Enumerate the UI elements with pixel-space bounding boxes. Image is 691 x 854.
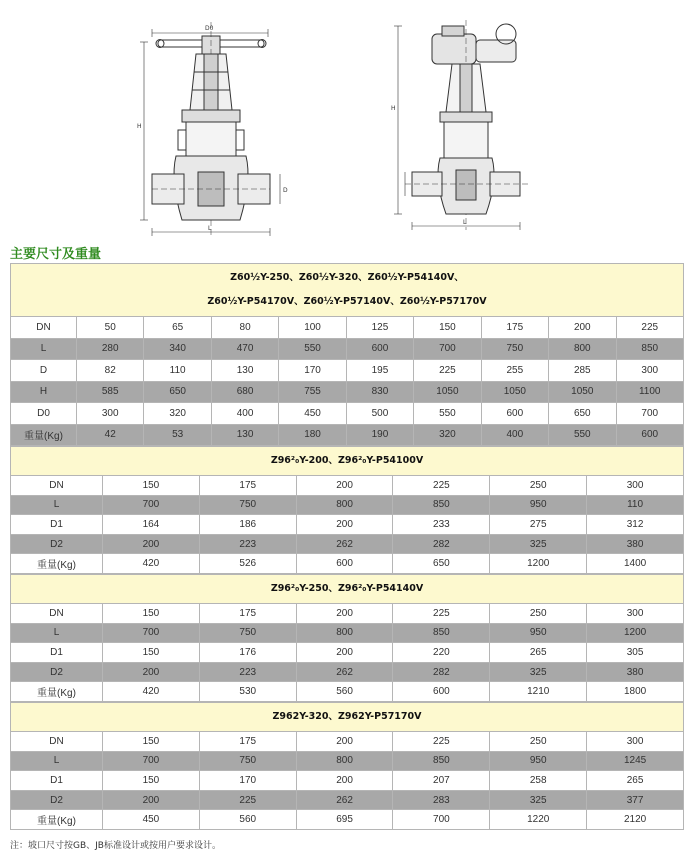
table-cell: 285 [549, 360, 616, 382]
table-cell: 175 [199, 731, 296, 751]
row-label: L [11, 338, 77, 360]
model-header-line: Z962Y-320、Z962Y-P57170V [272, 710, 422, 722]
table-cell: 950 [490, 751, 587, 771]
table-cell: 550 [414, 403, 481, 425]
table-header-row [11, 264, 684, 317]
table-cell: 53 [144, 424, 211, 446]
table-cell: 255 [481, 360, 548, 382]
table-cell: 223 [199, 534, 296, 554]
row-label: L [11, 495, 103, 515]
table-cell: 200 [549, 317, 616, 339]
handwheel-gate-valve-drawing [140, 22, 280, 236]
dim-label-d0: D0 [205, 25, 214, 32]
table-cell: 650 [549, 403, 616, 425]
table-cell: 200 [296, 643, 393, 663]
table-cell: 1050 [481, 381, 548, 403]
table-cell: 150 [103, 731, 200, 751]
table-cell: 110 [144, 360, 211, 382]
row-label: D [11, 360, 77, 382]
table-cell: 400 [481, 424, 548, 446]
table-cell: 600 [481, 403, 548, 425]
table-cell: 950 [490, 623, 587, 643]
table-cell: 300 [616, 360, 683, 382]
spec-table-3 [10, 574, 684, 702]
table-cell: 1050 [414, 381, 481, 403]
table-cell: 470 [211, 338, 278, 360]
table-row [11, 623, 684, 643]
table-cell: 250 [490, 603, 587, 623]
dim-label-l-right: L [463, 219, 467, 226]
spec-tables [10, 263, 683, 830]
table-cell: 225 [393, 731, 490, 751]
table-header-row [11, 447, 684, 476]
table-cell: 80 [211, 317, 278, 339]
table-cell: 377 [587, 790, 684, 810]
table-cell: 1220 [490, 810, 587, 830]
table-cell: 700 [616, 403, 683, 425]
table-cell: 1200 [587, 623, 684, 643]
table-cell: 530 [199, 682, 296, 702]
table-cell: 180 [279, 424, 346, 446]
table-cell: 420 [103, 682, 200, 702]
table-cell: 265 [490, 643, 587, 663]
table-row [11, 317, 684, 339]
table-cell: 800 [549, 338, 616, 360]
table-cell: 700 [103, 751, 200, 771]
model-header-line: Z60½Y-250、Z60½Y-320、Z60½Y-P54140V、 [230, 272, 464, 283]
table-cell: 82 [77, 360, 144, 382]
table-cell: 600 [296, 554, 393, 574]
table-cell: 550 [549, 424, 616, 446]
table-cell: 200 [103, 534, 200, 554]
table-cell: 125 [346, 317, 413, 339]
model-header [11, 574, 684, 603]
table-cell: 250 [490, 731, 587, 751]
row-label: D1 [11, 515, 103, 535]
table-cell: 695 [296, 810, 393, 830]
table-cell: 1050 [549, 381, 616, 403]
table-cell: 800 [296, 623, 393, 643]
table-cell: 250 [490, 476, 587, 496]
row-label: 重量(Kg) [11, 682, 103, 702]
table-cell: 282 [393, 534, 490, 554]
table-cell: 750 [199, 623, 296, 643]
table-row [11, 731, 684, 751]
table-cell: 560 [296, 682, 393, 702]
table-cell: 265 [587, 771, 684, 791]
table-cell: 1800 [587, 682, 684, 702]
table-cell: 233 [393, 515, 490, 535]
table-row [11, 476, 684, 496]
table-cell: 850 [616, 338, 683, 360]
table-cell: 225 [393, 603, 490, 623]
table-cell: 225 [199, 790, 296, 810]
table-cell: 750 [481, 338, 548, 360]
table-cell: 300 [587, 731, 684, 751]
dim-label-d: D [283, 187, 288, 194]
table-cell: 175 [199, 603, 296, 623]
table-cell: 305 [587, 643, 684, 663]
table-cell: 170 [199, 771, 296, 791]
table-cell: 420 [103, 554, 200, 574]
table-cell: 700 [414, 338, 481, 360]
model-header [11, 447, 684, 476]
table-cell: 150 [103, 603, 200, 623]
table-cell: 600 [346, 338, 413, 360]
table-cell: 850 [393, 623, 490, 643]
table-cell: 600 [393, 682, 490, 702]
table-cell: 650 [144, 381, 211, 403]
table-cell: 200 [296, 515, 393, 535]
table-row [11, 810, 684, 830]
valve-drawings [0, 0, 691, 238]
table-row [11, 554, 684, 574]
table-cell: 100 [279, 317, 346, 339]
row-label: DN [11, 476, 103, 496]
table-cell: 800 [296, 751, 393, 771]
row-label: DN [11, 603, 103, 623]
table-cell: 175 [481, 317, 548, 339]
table-cell: 200 [296, 603, 393, 623]
table-cell: 283 [393, 790, 490, 810]
table-cell: 42 [77, 424, 144, 446]
table-cell: 200 [296, 731, 393, 751]
table-cell: 150 [103, 476, 200, 496]
table-cell: 220 [393, 643, 490, 663]
row-label: 重量(Kg) [11, 810, 103, 830]
table-row [11, 643, 684, 663]
row-label: D0 [11, 403, 77, 425]
table-cell: 50 [77, 317, 144, 339]
table-cell: 150 [103, 643, 200, 663]
table-row [11, 603, 684, 623]
table-cell: 170 [279, 360, 346, 382]
table-cell: 585 [77, 381, 144, 403]
table-cell: 325 [490, 790, 587, 810]
dim-label-l: L [208, 225, 212, 232]
table-cell: 225 [616, 317, 683, 339]
table-row [11, 534, 684, 554]
model-header-line: Z96²₀Y-250、Z96²₀Y-P54140V [270, 582, 424, 594]
table-cell: 755 [279, 381, 346, 403]
table-cell: 300 [587, 603, 684, 623]
footnote: 注：坡口尺寸按GB、JB标准设计或按用户要求设计。 [10, 841, 221, 851]
table-cell: 380 [587, 662, 684, 682]
table-cell: 850 [393, 751, 490, 771]
table-cell: 700 [393, 810, 490, 830]
table-cell: 207 [393, 771, 490, 791]
table-cell: 262 [296, 662, 393, 682]
table-cell: 223 [199, 662, 296, 682]
table-cell: 164 [103, 515, 200, 535]
dim-label-h-right: H [391, 105, 396, 112]
table-cell: 1100 [616, 381, 683, 403]
table-cell: 190 [346, 424, 413, 446]
table-cell: 225 [414, 360, 481, 382]
table-cell: 850 [393, 495, 490, 515]
model-header [11, 702, 684, 731]
table-cell: 800 [296, 495, 393, 515]
table-cell: 225 [393, 476, 490, 496]
table-cell: 1400 [587, 554, 684, 574]
row-label: DN [11, 317, 77, 339]
table-cell: 65 [144, 317, 211, 339]
table-cell: 750 [199, 751, 296, 771]
table-cell: 200 [103, 790, 200, 810]
table-cell: 130 [211, 360, 278, 382]
table-cell: 830 [346, 381, 413, 403]
table-header-row [11, 574, 684, 603]
model-header-line: Z60½Y-P54170V、Z60½Y-P57140V、Z60½Y-P57170V [207, 296, 487, 307]
table-row [11, 682, 684, 702]
table-cell: 320 [144, 403, 211, 425]
table-row [11, 771, 684, 791]
table-cell: 176 [199, 643, 296, 663]
table-cell: 526 [199, 554, 296, 574]
table-row [11, 515, 684, 535]
row-label: 重量(Kg) [11, 424, 77, 446]
table-cell: 750 [199, 495, 296, 515]
table-row [11, 424, 684, 446]
table-cell: 262 [296, 790, 393, 810]
section-title: 主要尺寸及重量 [10, 247, 102, 262]
row-label: D2 [11, 790, 103, 810]
table-cell: 200 [296, 771, 393, 791]
table-cell: 130 [211, 424, 278, 446]
electric-gate-valve-drawing [394, 20, 528, 230]
row-label: D1 [11, 643, 103, 663]
spec-table-1 [10, 263, 684, 446]
table-row [11, 495, 684, 515]
table-cell: 700 [103, 495, 200, 515]
row-label: H [11, 381, 77, 403]
table-cell: 312 [587, 515, 684, 535]
table-cell: 550 [279, 338, 346, 360]
table-cell: 2120 [587, 810, 684, 830]
table-cell: 380 [587, 534, 684, 554]
model-header [11, 264, 684, 317]
row-label: L [11, 623, 103, 643]
table-cell: 300 [587, 476, 684, 496]
table-cell: 275 [490, 515, 587, 535]
table-row [11, 360, 684, 382]
table-cell: 280 [77, 338, 144, 360]
table-cell: 450 [279, 403, 346, 425]
table-cell: 175 [199, 476, 296, 496]
table-cell: 1210 [490, 682, 587, 702]
table-cell: 258 [490, 771, 587, 791]
table-cell: 262 [296, 534, 393, 554]
row-label: D1 [11, 771, 103, 791]
table-header-row [11, 702, 684, 731]
table-cell: 150 [414, 317, 481, 339]
table-cell: 150 [103, 771, 200, 791]
table-cell: 600 [616, 424, 683, 446]
table-cell: 450 [103, 810, 200, 830]
table-cell: 186 [199, 515, 296, 535]
table-cell: 300 [77, 403, 144, 425]
table-cell: 500 [346, 403, 413, 425]
table-cell: 325 [490, 534, 587, 554]
table-cell: 110 [587, 495, 684, 515]
row-label: D2 [11, 534, 103, 554]
table-cell: 1245 [587, 751, 684, 771]
dim-label-h: H [137, 123, 142, 130]
table-cell: 282 [393, 662, 490, 682]
model-header-line: Z96²₀Y-200、Z96²₀Y-P54100V [270, 455, 424, 466]
table-cell: 950 [490, 495, 587, 515]
row-label: L [11, 751, 103, 771]
table-row [11, 751, 684, 771]
table-cell: 560 [199, 810, 296, 830]
table-cell: 200 [296, 476, 393, 496]
table-row [11, 790, 684, 810]
table-cell: 680 [211, 381, 278, 403]
spec-table-4 [10, 702, 684, 830]
table-cell: 195 [346, 360, 413, 382]
table-cell: 325 [490, 662, 587, 682]
table-cell: 1200 [490, 554, 587, 574]
table-cell: 700 [103, 623, 200, 643]
table-row [11, 403, 684, 425]
row-label: D2 [11, 662, 103, 682]
table-cell: 340 [144, 338, 211, 360]
table-cell: 650 [393, 554, 490, 574]
table-row [11, 662, 684, 682]
table-row [11, 381, 684, 403]
row-label: DN [11, 731, 103, 751]
spec-table-2 [10, 446, 684, 574]
table-cell: 320 [414, 424, 481, 446]
table-cell: 200 [103, 662, 200, 682]
table-cell: 400 [211, 403, 278, 425]
row-label: 重量(Kg) [11, 554, 103, 574]
table-row [11, 338, 684, 360]
